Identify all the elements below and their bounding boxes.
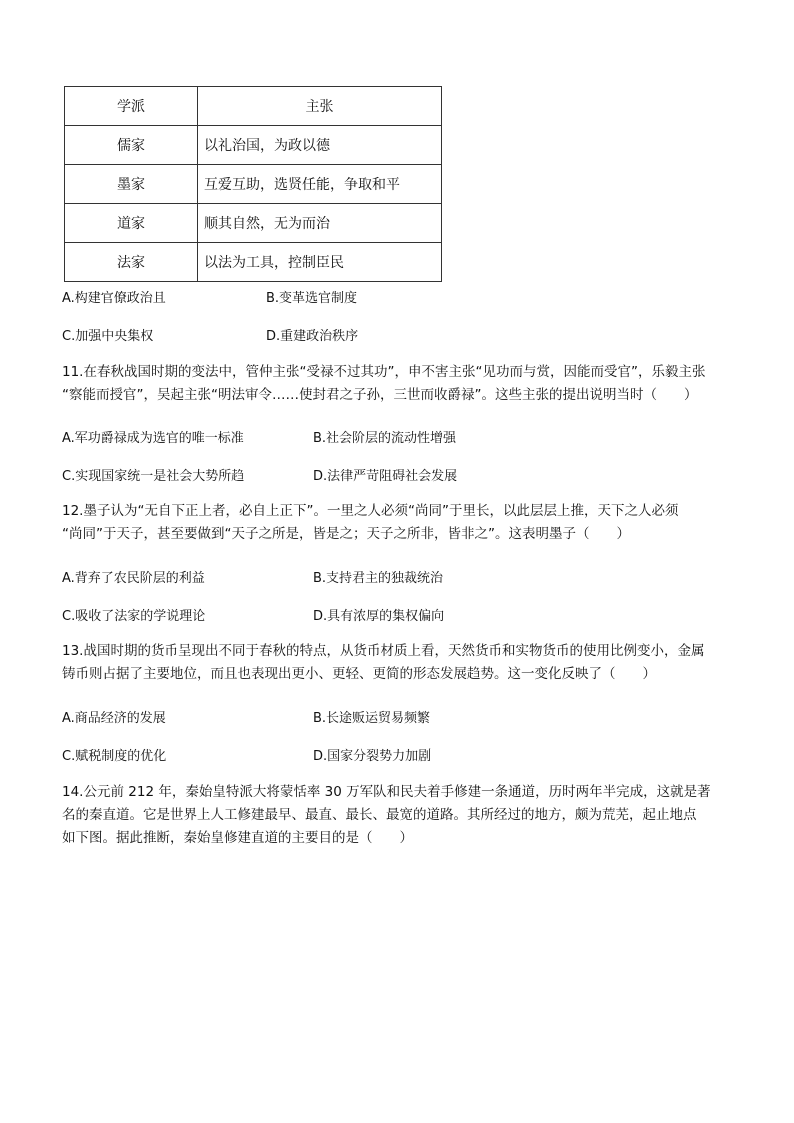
- q11-option-a[interactable]: A.军功爵禄成为选官的唯一标准: [62, 431, 244, 446]
- q10-options-row-1: [62, 287, 742, 307]
- table-row: [65, 243, 442, 282]
- q12-option-c[interactable]: C.吸收了法家的学说理论: [62, 609, 206, 624]
- q12-option-b[interactable]: B.支持君主的独裁统治: [313, 571, 444, 586]
- q10-options-row-2: [62, 325, 742, 345]
- q10-option-a[interactable]: A.构建官僚政治且: [62, 291, 166, 306]
- question-11: [62, 361, 738, 407]
- question-14-line: 14.公元前 212 年，秦始皇特派大将蒙恬率 30 万军队和民夫着手修建一条通道，历时两年半完成，这就是著: [62, 784, 711, 800]
- table-row: [65, 204, 442, 243]
- q12-option-a[interactable]: A.背弃了农民阶层的利益: [62, 571, 205, 586]
- question-13-line: 13.战国时期的货币呈现出不同于春秋的特点，从货币材质上看，天然货币和实物货币的使用比例变小，金属: [62, 643, 705, 659]
- schools-table: [64, 86, 442, 282]
- question-11-line: “察能而授官”，吴起主张“明法审令……使封君之子孙，三世而收爵禄”。这些主张的提出说明当时（ ）: [62, 387, 698, 403]
- q12-options-row-2: [62, 605, 742, 625]
- q12-option-d[interactable]: D.具有浓厚的集权偏向: [313, 609, 445, 624]
- question-11-line: 11.在春秋战国时期的变法中，管仲主张“受禄不过其功”，申不害主张“见功而与赏，因能而受官”，乐毅主张: [62, 364, 706, 380]
- question-13: [62, 640, 738, 686]
- question-14-line: 如下图。据此推断，秦始皇修建直道的主要目的是（ ）: [62, 830, 413, 846]
- question-14: [62, 781, 738, 850]
- question-12: [62, 500, 738, 546]
- question-14-line: 名的秦直道。它是世界上人工修建最早、最直、最长、最宽的道路。其所经过的地方，颇为荒芜，起止地点: [62, 807, 697, 823]
- question-12-line: “尚同”于天子，甚至要做到“天子之所是，皆是之；天子之所非，皆非之”。这表明墨子（ ）: [62, 526, 630, 542]
- table-row: [65, 165, 442, 204]
- table-header-school: 学派: [65, 87, 198, 126]
- table-cell-claim: 以礼治国，为政以德: [198, 126, 442, 165]
- q10-option-b[interactable]: B.变革选官制度: [266, 291, 358, 306]
- q13-option-b[interactable]: B.长途贩运贸易频繁: [313, 711, 431, 726]
- q13-options-row-1: [62, 707, 742, 727]
- table-header-row: [65, 87, 442, 126]
- table-cell-school: 法家: [65, 243, 198, 282]
- q11-option-d[interactable]: D.法律严苛阻碍社会发展: [313, 469, 458, 484]
- table-cell-school: 儒家: [65, 126, 198, 165]
- q13-option-a[interactable]: A.商品经济的发展: [62, 711, 166, 726]
- table-header-claim: 主张: [198, 87, 442, 126]
- q12-options-row-1: [62, 567, 742, 587]
- q11-option-c[interactable]: C.实现国家统一是社会大势所趋: [62, 469, 245, 484]
- table-row: [65, 126, 442, 165]
- q13-option-c[interactable]: C.赋税制度的优化: [62, 749, 167, 764]
- q10-option-d[interactable]: D.重建政治秩序: [266, 329, 359, 344]
- q11-option-b[interactable]: B.社会阶层的流动性增强: [313, 431, 457, 446]
- question-13-line: 铸币则占据了主要地位，而且也表现出更小、更轻、更简的形态发展趋势。这一变化反映了（ ）: [62, 666, 656, 682]
- table-cell-claim: 以法为工具，控制臣民: [198, 243, 442, 282]
- table-cell-school: 墨家: [65, 165, 198, 204]
- q10-option-c[interactable]: C.加强中央集权: [62, 329, 154, 344]
- q11-options-row-1: [62, 427, 742, 447]
- table-cell-claim: 顺其自然，无为而治: [198, 204, 442, 243]
- q11-options-row-2: [62, 465, 742, 485]
- q13-options-row-2: [62, 745, 742, 765]
- table-cell-school: 道家: [65, 204, 198, 243]
- q13-option-d[interactable]: D.国家分裂势力加剧: [313, 749, 432, 764]
- question-12-line: 12.墨子认为“无自下正上者，必自上正下”。一里之人必须“尚同”于里长，以此层层上推，天下之人必须: [62, 503, 679, 519]
- table-cell-claim: 互爱互助，选贤任能，争取和平: [198, 165, 442, 204]
